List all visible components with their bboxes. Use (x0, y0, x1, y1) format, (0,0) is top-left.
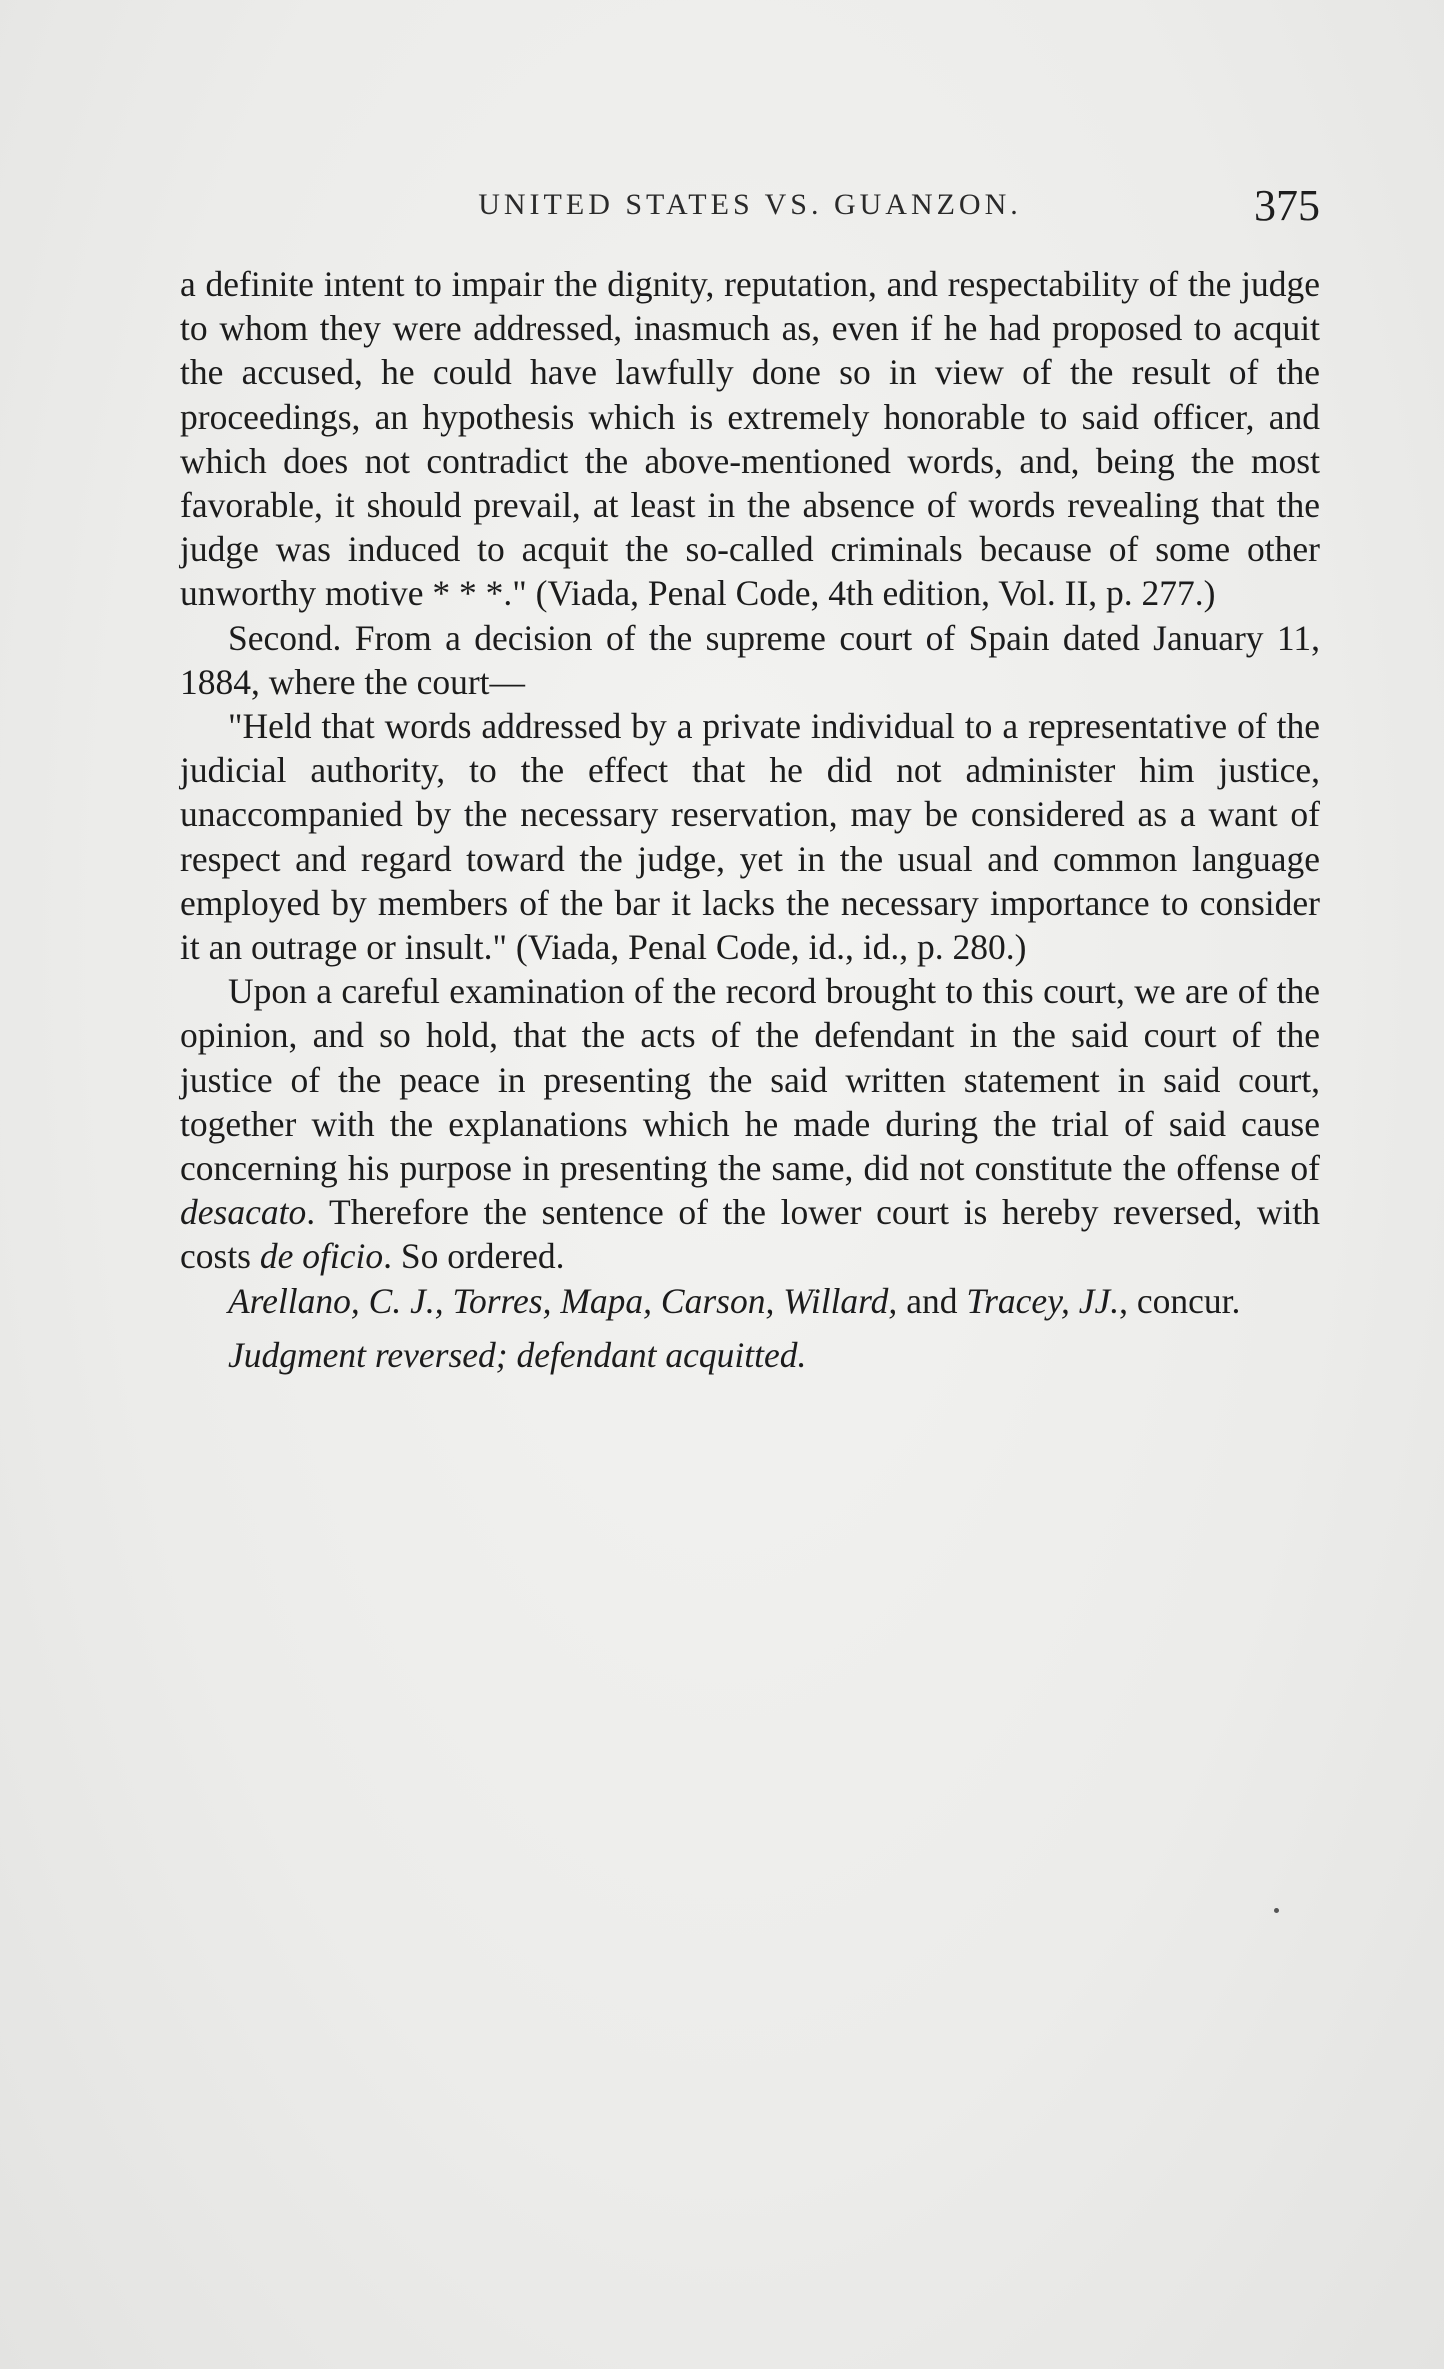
page-body (180, 262, 1320, 1377)
quoted-holding-paragraph: "Held that words addressed by a private individual to a representative of the judicial authority, to the effect that he did not administer him justice, unaccompanied by the necessary reservation, may be considered as a want of respect and regard toward the judge, yet in the usual and common language employed by members of the bar it lacks the necessary importance to consider it an outrage or insult." (Viada, Penal Code, id., id., p. 280.) (180, 706, 1320, 968)
page-header (180, 180, 1320, 250)
second-authority-paragraph: Second. From a decision of the supreme court of Spain dated January 11, 1884, where the court— (180, 617, 1320, 702)
offense-term: desacato (180, 1192, 307, 1233)
page-number: 375 (1254, 181, 1320, 230)
concurring-last-justice: Tracey, JJ. (966, 1280, 1120, 1321)
ink-speck (1274, 1908, 1279, 1913)
holding-text-1: Upon a careful examination of the record brought to this court, we are of the opinion, and so hold, that the acts of the defendant in the said court of the justice of the peace in presenting the said written statement in said court, together with the explanations which he made during the trial of said cause concerning his purpose in presenting the same, did not constitute the offense of (180, 971, 1320, 1189)
holding-text-3: . So ordered. (383, 1236, 565, 1277)
concur-text: , concur. (1119, 1280, 1241, 1321)
continuation-paragraph: a definite intent to impair the dignity, reputation, and respectability of the judge to whom they were addressed, inasmuch as, even if he had proposed to acquit the accused, he could have lawfully done so in view of the result of the proceedings, an hypothesis which is extremely honorable to said officer, and which does not contradict the above-mentioned words, and, being the most favorable, it should prevail, at least in the absence of words revealing that the judge was induced to acquit the so-called criminals because of some other unworthy motive * * *." (Viada, Penal Code, 4th edition, Vol. II, p. 277.) (180, 264, 1320, 614)
running-head: UNITED STATES VS. GUANZON. (478, 188, 1022, 221)
concurring-justices: Arellano, C. J., Torres, Mapa, Carson, Willard, (228, 1280, 898, 1321)
holding-paragraph (180, 969, 1320, 1278)
judgment-text: Judgment reversed; defendant acquitted. (228, 1334, 807, 1375)
costs-term: de oficio (259, 1236, 384, 1277)
judgment-line (180, 1333, 1320, 1377)
concurrence-line (180, 1279, 1320, 1323)
holding-text-2: . Therefore the sentence of the lower court is hereby reversed, with costs (180, 1192, 1320, 1277)
concur-and: and (897, 1280, 967, 1321)
